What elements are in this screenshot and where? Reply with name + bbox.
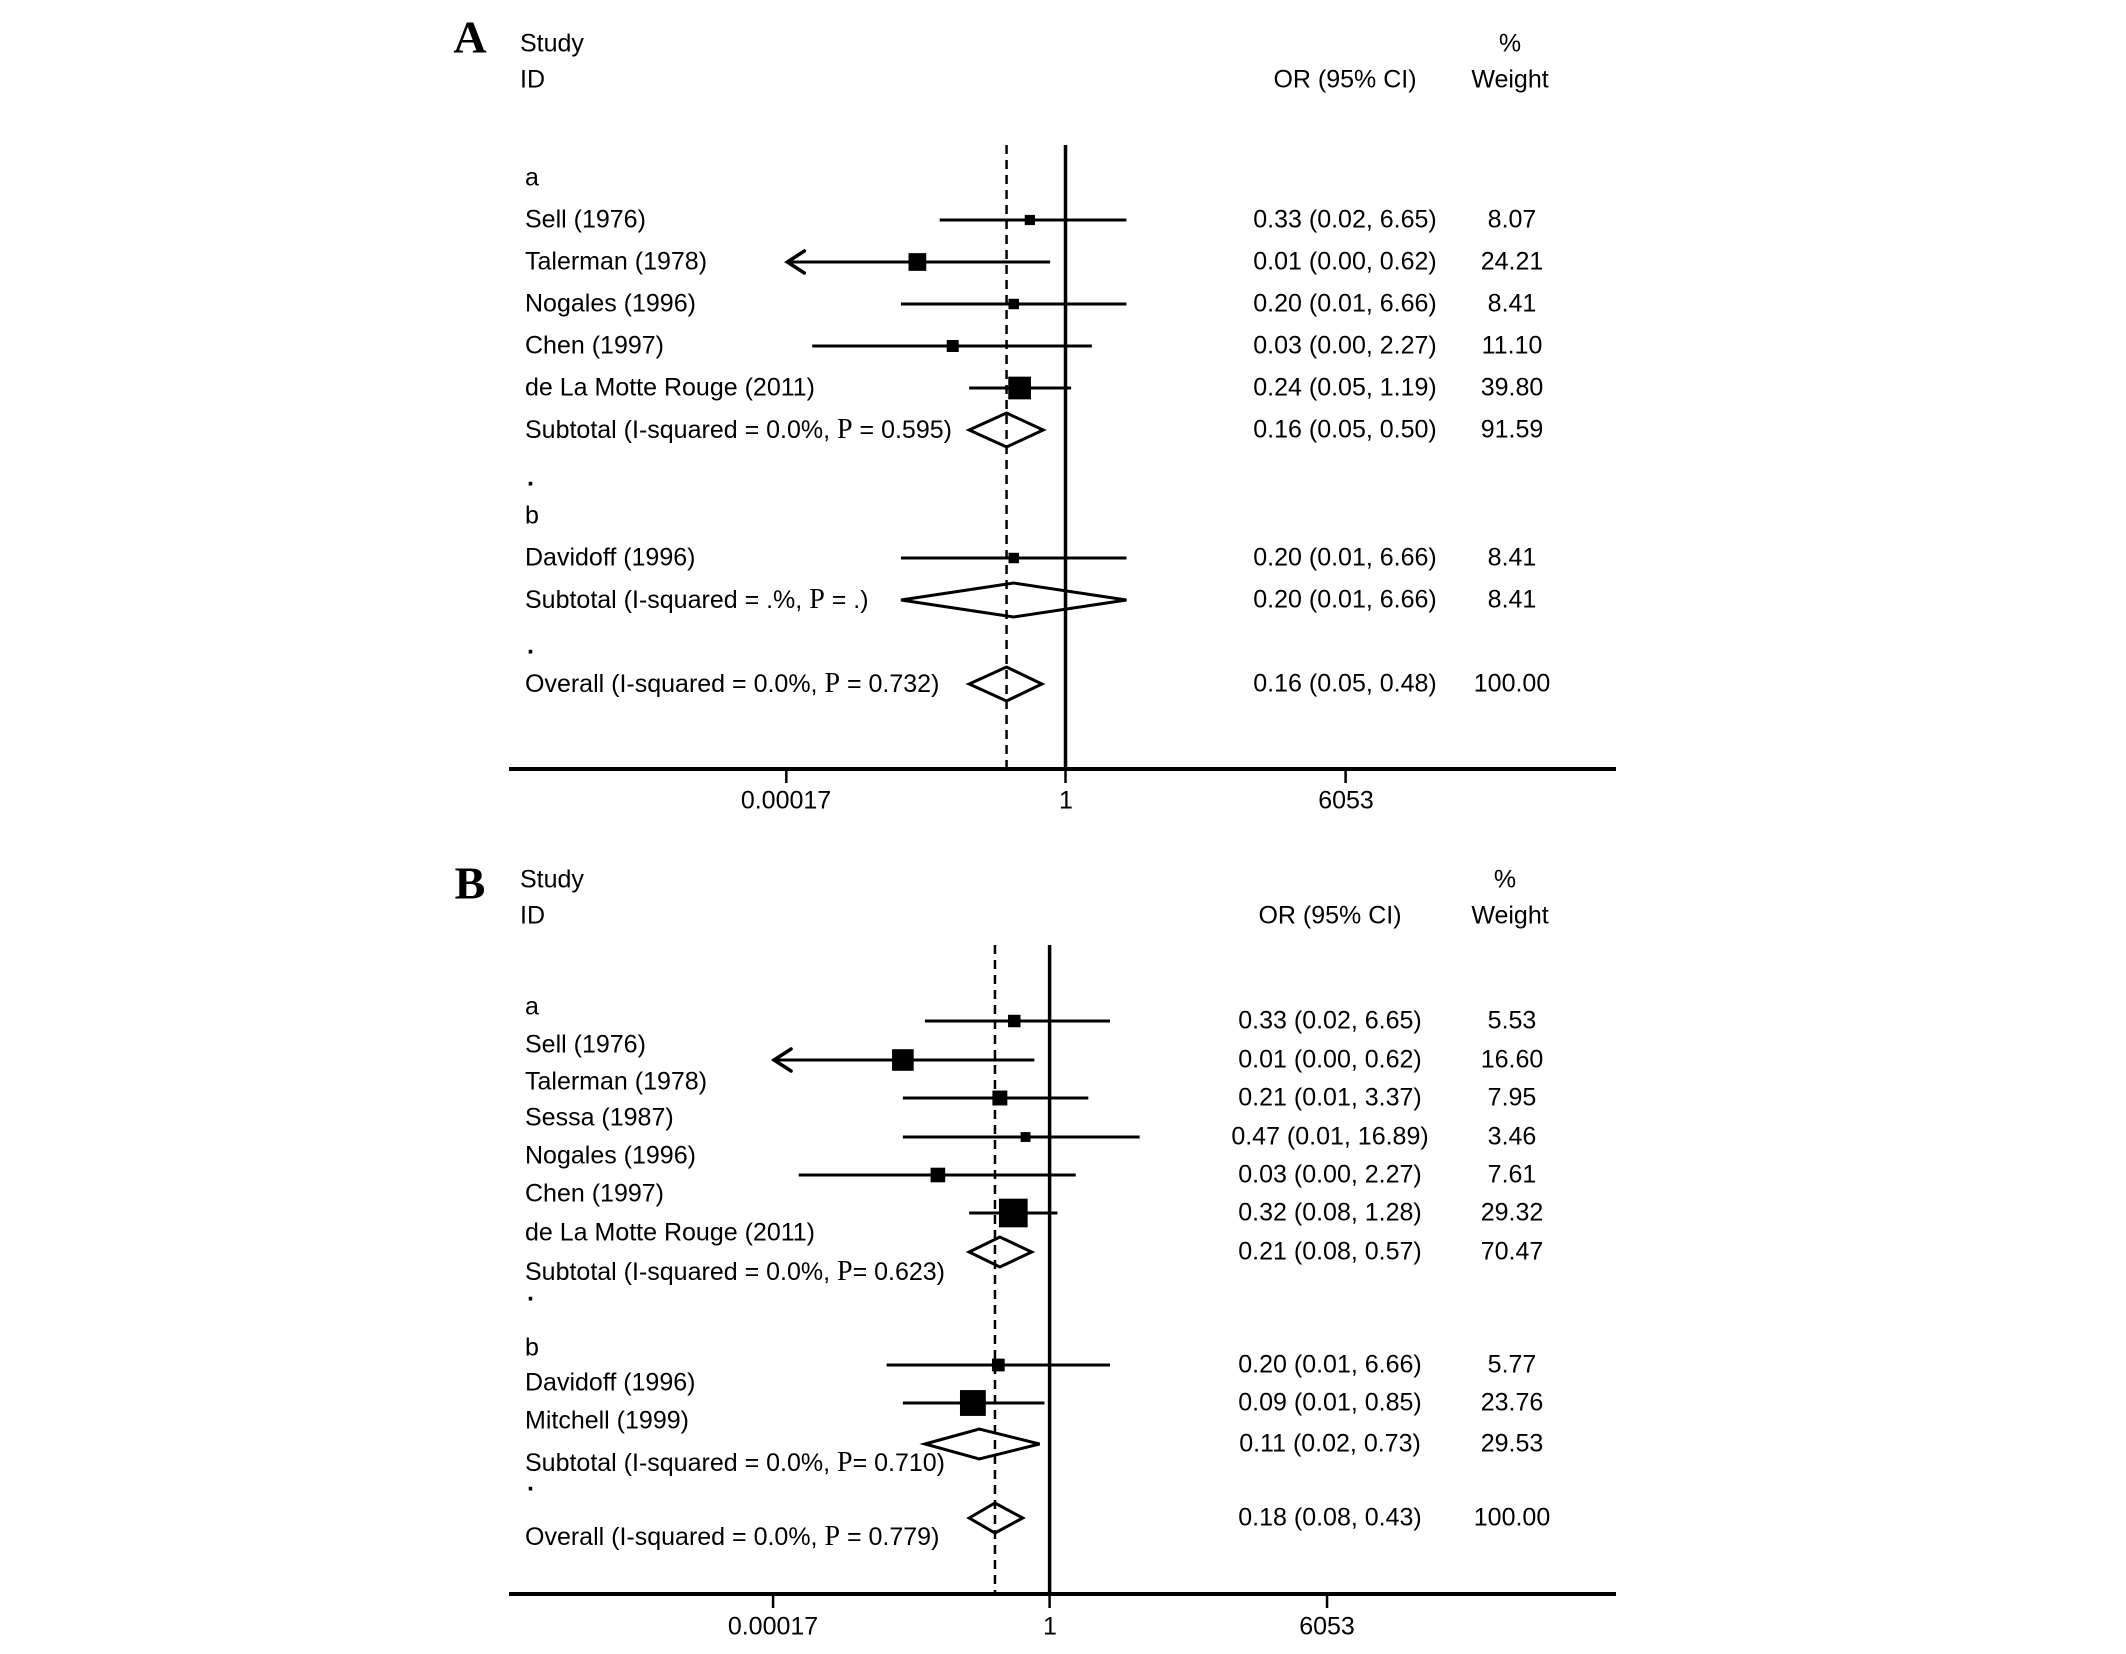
subtotal-diamond: [969, 1237, 1032, 1267]
study-label: Sessa (1987): [525, 1103, 674, 1132]
subtotal-label: Subtotal (I-squared = 0.0%, P= 0.710): [525, 1446, 946, 1478]
separator-dot: .: [527, 1468, 534, 1497]
subtotal-label: Subtotal (I-squared = .%, P = .): [525, 583, 869, 615]
study-header-line2: ID: [520, 901, 545, 930]
serif-p-glyph: P: [837, 1255, 853, 1287]
weight-value: 100.00: [1473, 1503, 1551, 1532]
serif-p-glyph: P: [837, 413, 853, 445]
serif-p-glyph: P: [837, 1446, 853, 1478]
weight-value: 8.07: [1487, 205, 1537, 234]
separator-dot: .: [527, 1278, 534, 1307]
or-value: 0.20 (0.01, 6.66): [1238, 1350, 1422, 1379]
study-label: Davidoff (1996): [525, 1368, 696, 1397]
effect-square: [1008, 1015, 1020, 1027]
study-label: Talerman (1978): [525, 1067, 708, 1096]
weight-value: 29.53: [1480, 1429, 1544, 1458]
separator-dot: .: [527, 463, 534, 492]
or-value: 0.20 (0.01, 6.66): [1253, 543, 1437, 572]
serif-p-glyph: P: [824, 1520, 841, 1552]
or-value: 0.03 (0.00, 2.27): [1253, 331, 1437, 360]
weight-value: 100.00: [1473, 669, 1551, 698]
overall-label: Overall (I-squared = 0.0%, P = 0.732): [525, 667, 940, 699]
or-value: 0.16 (0.05, 0.48): [1253, 669, 1437, 698]
or-value: 0.24 (0.05, 1.19): [1253, 373, 1437, 402]
or-value: 0.16 (0.05, 0.50): [1253, 415, 1437, 444]
effect-square: [1025, 215, 1035, 225]
weight-value: 91.59: [1480, 415, 1544, 444]
or-value: 0.01 (0.00, 0.62): [1253, 247, 1437, 276]
effect-square: [1008, 377, 1031, 400]
weight-value: 5.77: [1487, 1350, 1537, 1379]
subtotal-label: Subtotal (I-squared = 0.0%, P = 0.595): [525, 413, 952, 445]
study-label: Mitchell (1999): [525, 1406, 689, 1435]
effect-square: [1021, 1132, 1031, 1142]
weight-value: 8.41: [1487, 289, 1537, 318]
effect-square: [909, 253, 927, 271]
study-header-line1: Study: [520, 29, 584, 58]
study-label: Nogales (1996): [525, 1141, 696, 1170]
study-header-line2: ID: [520, 65, 545, 94]
weight-value: 23.76: [1480, 1388, 1544, 1417]
or-value: 0.01 (0.00, 0.62): [1238, 1045, 1422, 1074]
or-header: OR (95% CI): [1273, 65, 1417, 94]
effect-square: [960, 1390, 986, 1416]
axis-tick-label: 0.00017: [727, 1612, 819, 1641]
weight-value: 8.41: [1487, 585, 1537, 614]
or-value: 0.18 (0.08, 0.43): [1238, 1503, 1422, 1532]
panel-a-letter: A: [453, 11, 487, 63]
or-value: 0.09 (0.01, 0.85): [1238, 1388, 1422, 1417]
study-label: Chen (1997): [525, 331, 664, 360]
weight-value: 5.53: [1487, 1006, 1537, 1035]
panel-b-letter: B: [454, 857, 486, 909]
overall-label: Overall (I-squared = 0.0%, P = 0.779): [525, 1520, 940, 1552]
axis-tick-label: 1: [1059, 786, 1073, 815]
weight-value: 11.10: [1481, 331, 1543, 360]
weight-value: 3.46: [1487, 1122, 1537, 1151]
serif-p-glyph: P: [824, 667, 841, 699]
group-label: a: [525, 163, 539, 192]
group-label: b: [525, 1333, 539, 1362]
effect-square: [947, 340, 959, 352]
study-header-line1: Study: [520, 865, 584, 894]
study-label: Davidoff (1996): [525, 543, 696, 572]
or-value: 0.03 (0.00, 2.27): [1238, 1160, 1422, 1189]
weight-value: 29.32: [1480, 1198, 1544, 1227]
study-label: Talerman (1978): [525, 247, 708, 276]
study-label: de La Motte Rouge (2011): [525, 373, 816, 402]
weight-value: 24.21: [1480, 247, 1544, 276]
weight-value: 7.61: [1487, 1160, 1537, 1189]
study-label: Sell (1976): [525, 205, 646, 234]
or-value: 0.33 (0.02, 6.65): [1253, 205, 1437, 234]
study-label: de La Motte Rouge (2011): [525, 1218, 816, 1247]
subtotal-label: Subtotal (I-squared = 0.0%, P= 0.623): [525, 1255, 946, 1287]
study-label: Chen (1997): [525, 1179, 664, 1208]
weight-header-line2: Weight: [1471, 65, 1549, 94]
weight-header-line2: Weight: [1471, 901, 1549, 930]
axis-tick-label: 0.00017: [740, 786, 832, 815]
group-label: b: [525, 501, 539, 530]
weight-header-line1: %: [1498, 29, 1522, 58]
separator-dot: .: [527, 631, 534, 660]
weight-value: 16.60: [1480, 1045, 1544, 1074]
subtotal-diamond: [901, 583, 1127, 617]
weight-value: 8.41: [1487, 543, 1537, 572]
effect-square: [892, 1049, 914, 1071]
effect-square: [1009, 553, 1019, 563]
axis-tick-label: 6053: [1299, 1612, 1355, 1641]
weight-value: 7.95: [1487, 1083, 1537, 1112]
effect-square: [931, 1168, 946, 1183]
group-label: a: [525, 992, 539, 1021]
serif-p-glyph: P: [809, 583, 825, 615]
or-header: OR (95% CI): [1258, 901, 1402, 930]
or-value: 0.21 (0.01, 3.37): [1238, 1083, 1422, 1112]
or-value: 0.20 (0.01, 6.66): [1253, 585, 1437, 614]
effect-square: [999, 1199, 1028, 1228]
study-label: Nogales (1996): [525, 289, 696, 318]
or-value: 0.20 (0.01, 6.66): [1253, 289, 1437, 318]
axis-tick-label: 1: [1043, 1612, 1057, 1641]
effect-square: [1009, 299, 1019, 309]
weight-header-line1: %: [1493, 865, 1517, 894]
axis-tick-label: 6053: [1318, 786, 1374, 815]
weight-value: 39.80: [1480, 373, 1544, 402]
study-label: Sell (1976): [525, 1030, 646, 1059]
or-value: 0.47 (0.01, 16.89): [1231, 1122, 1429, 1151]
weight-value: 70.47: [1480, 1237, 1544, 1266]
or-value: 0.21 (0.08, 0.57): [1238, 1237, 1422, 1266]
or-value: 0.32 (0.08, 1.28): [1238, 1198, 1422, 1227]
or-value: 0.33 (0.02, 6.65): [1238, 1006, 1422, 1035]
or-value: 0.11 (0.02, 0.73): [1239, 1429, 1421, 1458]
